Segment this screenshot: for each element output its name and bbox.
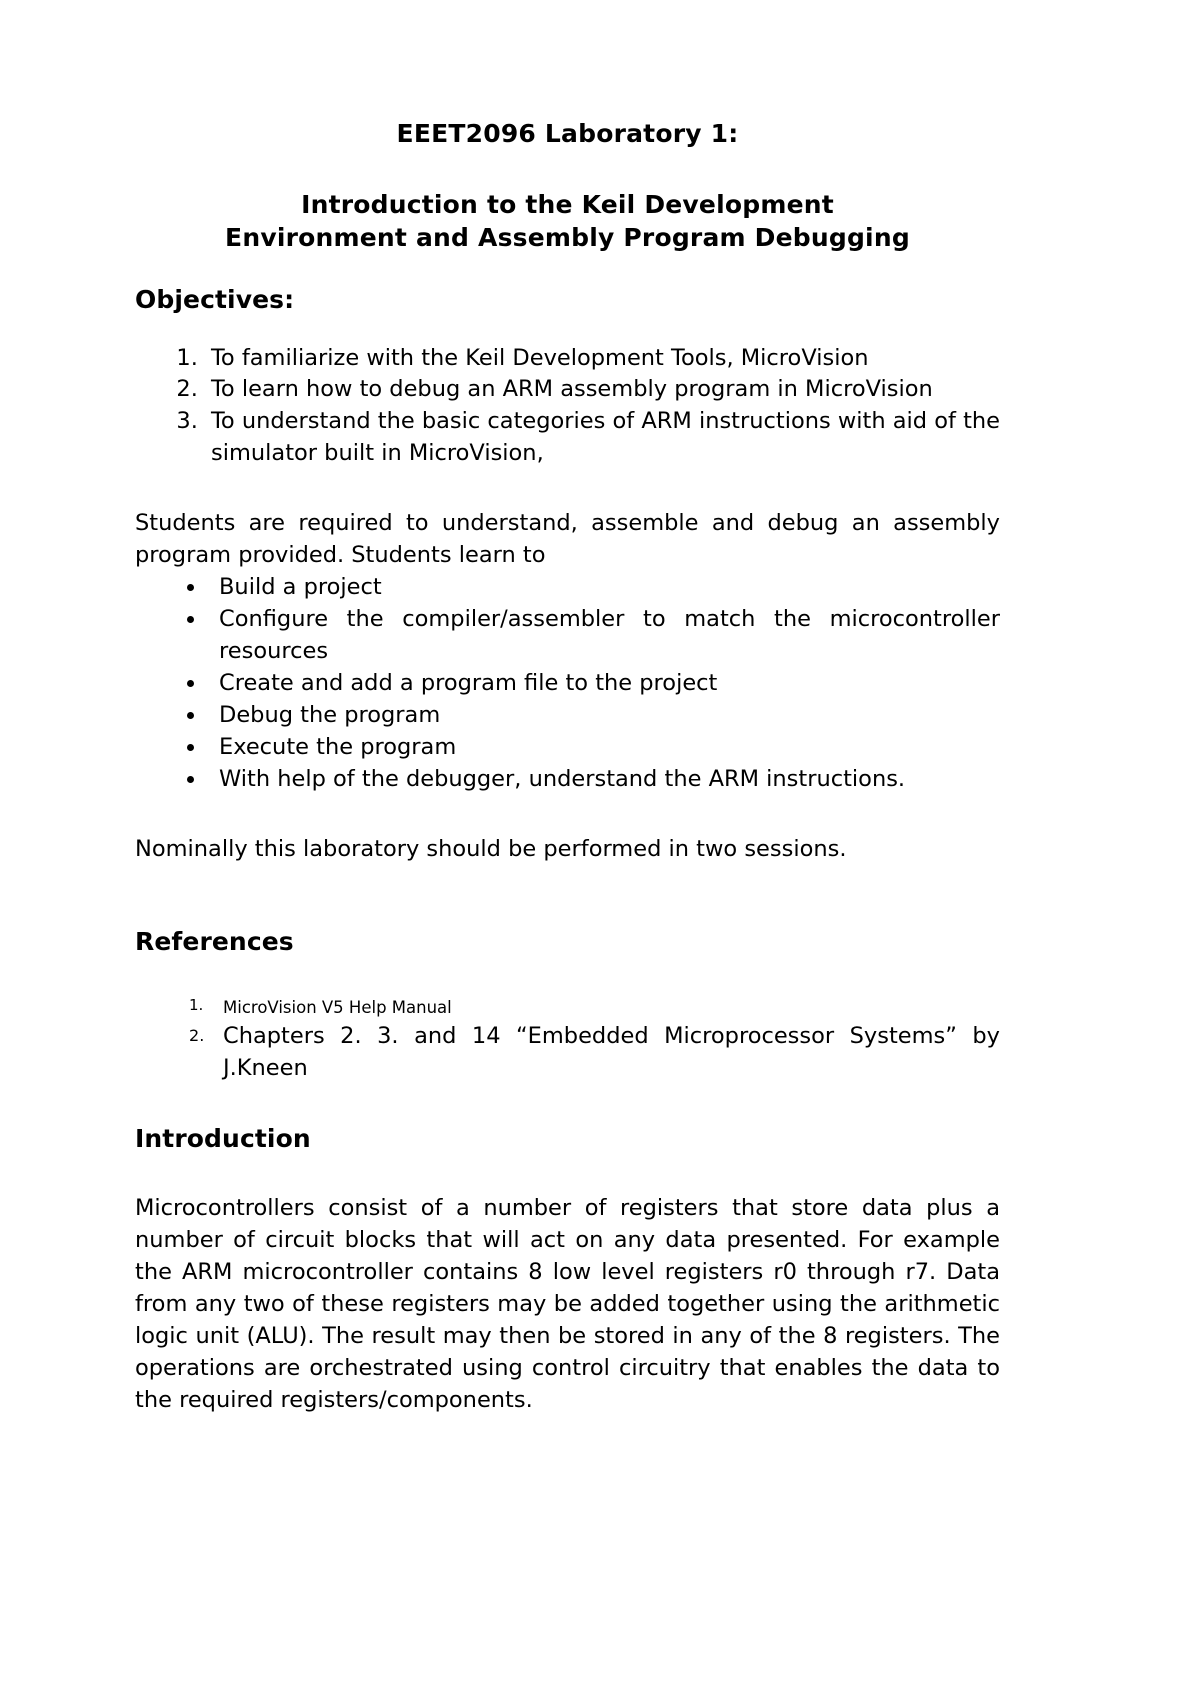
spacer <box>135 1085 1000 1123</box>
list-item: 1. To familiarize with the Keil Development Tools, MicroVision <box>205 343 1000 375</box>
list-item: MicroVision V5 Help Manual <box>223 998 452 1018</box>
subtitle-line-1: Introduction to the Keil Development <box>301 190 834 219</box>
spacer <box>135 796 1000 834</box>
list-item: • Execute the program <box>207 732 1000 764</box>
introduction-heading: Introduction <box>135 1123 311 1153</box>
document-subtitle <box>135 188 1000 254</box>
spacer <box>135 1155 1000 1193</box>
spacer <box>135 470 1000 508</box>
list-item: • Configure the compiler/assembler to match the microcontroller resources <box>207 604 1000 668</box>
spacer <box>135 317 1000 343</box>
spacer <box>135 866 1000 926</box>
students-bullet-list <box>135 572 1000 796</box>
students-closing-paragraph: Nominally this laboratory should be performed in two sessions. <box>135 835 847 862</box>
students-intro-paragraph: Students are required to understand, assemble and debug an assembly program provided. Students learn to <box>135 510 1000 569</box>
list-item: • Create and add a program file to the project <box>207 668 1000 700</box>
page-title: EEET2096 Laboratory 1: <box>396 119 739 148</box>
list-item: 2. To learn how to debug an ARM assembly program in MicroVision <box>205 374 1000 406</box>
list-item: • With help of the debugger, understand the ARM instructions. <box>207 764 1000 796</box>
list-item: Chapters 2. 3. and 14 “Embedded Microprocessor Systems” by J.Kneen <box>223 1022 1000 1081</box>
spacer <box>135 150 1000 188</box>
references-list <box>135 996 1000 1085</box>
spacer <box>135 254 1000 284</box>
subtitle-line-2: Environment and Assembly Program Debugging <box>225 223 910 252</box>
introduction-paragraph: Microcontrollers consist of a number of registers that store data plus a number of circuit blocks that will act on any data presented. For example the ARM microcontroller contains 8 low level registers r0 through r7. Data from any two of these registers may be added together using the arithmetic logic unit (ALU). The result may then be stored in any of the 8 registers. The operations are orchestrated using control circuitry that enables the data to the required registers/components. <box>135 1195 1000 1413</box>
spacer <box>135 958 1000 996</box>
list-item: • Build a project <box>207 572 1000 604</box>
references-heading: References <box>135 926 294 956</box>
objectives-heading: Objectives: <box>135 285 295 314</box>
objectives-list <box>135 343 1000 471</box>
list-item: • Debug the program <box>207 700 1000 732</box>
list-item: 3. To understand the basic categories of ARM instructions with aid of the simulator built in MicroVision, <box>205 406 1000 470</box>
